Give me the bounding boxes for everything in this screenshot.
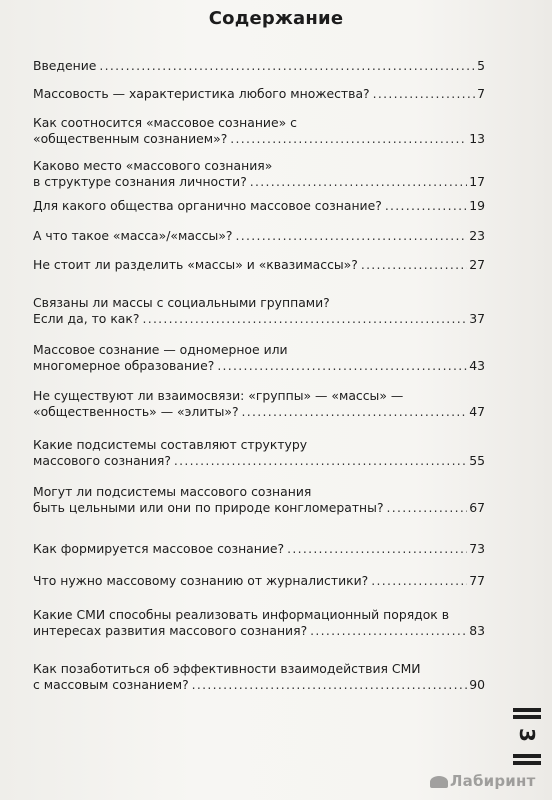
toc-entry-line [33, 607, 485, 623]
toc-entry-text: Связаны ли массы с социальными группами? [33, 295, 330, 310]
toc-entry-text: Введение [33, 58, 97, 73]
dot-leader [373, 86, 475, 102]
toc-entry [33, 295, 485, 327]
toc-entry-text: многомерное образование? [33, 358, 215, 373]
page-title: Содержание [208, 8, 344, 29]
toc-entry [33, 115, 485, 147]
dot-leader [287, 541, 467, 557]
toc-page-number: 77 [469, 573, 485, 588]
toc-page-number: 37 [469, 311, 485, 326]
toc-entry-text: массового сознания? [33, 453, 171, 468]
toc-entry-line [33, 257, 485, 273]
toc-entry-line [33, 58, 485, 74]
toc-entry-line [33, 388, 485, 404]
toc-entry-text: Массовое сознание — одномерное или [33, 342, 288, 357]
dot-leader [230, 131, 467, 147]
toc-entry-text: Массовость — характеристика любого множества? [33, 86, 370, 101]
toc-entry-line [33, 437, 485, 453]
toc-entry-line [33, 453, 485, 469]
dot-leader [385, 198, 467, 214]
toc-entry [33, 388, 485, 420]
toc-entry [33, 342, 485, 374]
toc-page-number: 83 [469, 623, 485, 638]
toc-page-number: 90 [469, 677, 485, 692]
toc-page-number: 7 [477, 86, 485, 101]
dot-leader [236, 228, 468, 244]
labirint-logo-icon [430, 776, 448, 788]
toc-entry-line [33, 228, 485, 244]
toc-entry-text: Как соотносится «массовое сознание» с [33, 115, 297, 130]
toc-entry-line [33, 623, 485, 639]
dot-leader [174, 453, 467, 469]
dot-leader [242, 404, 468, 420]
toc-page-number: 23 [469, 228, 485, 243]
toc-entry-line [33, 311, 485, 327]
toc-entry-line [33, 541, 485, 557]
toc-entry-text: Какие СМИ способны реализовать информационный порядок в [33, 607, 450, 622]
toc-entry [33, 86, 485, 102]
toc-entry-text: Не стоит ли разделить «массы» и «квазимассы»? [33, 257, 358, 272]
marker-bar-bottom [513, 754, 541, 758]
toc-entry-line [33, 358, 485, 374]
toc-entry-text: Как позаботиться об эффективности взаимодействия СМИ [33, 661, 421, 676]
toc-entry-line [33, 677, 485, 693]
marker-bar-top [513, 708, 541, 712]
toc-entry-line [33, 404, 485, 420]
toc-entry [33, 198, 485, 214]
toc-entry-line [33, 115, 485, 131]
toc-entry-text: Какие подсистемы составляют структуру [33, 437, 308, 452]
side-page-number: 3 [515, 728, 539, 742]
toc-entry-line [33, 500, 485, 516]
toc-entry-text: «общественным сознанием»? [33, 131, 228, 146]
dot-leader [371, 573, 467, 589]
toc-entry [33, 58, 485, 74]
toc-entry [33, 158, 485, 190]
dot-leader [99, 58, 475, 74]
toc-entry-text: в структуре сознания личности? [33, 174, 247, 189]
toc-page-number: 17 [469, 174, 485, 189]
dot-leader [192, 677, 468, 693]
toc-page-number: 27 [469, 257, 485, 272]
toc-page-number: 55 [469, 453, 485, 468]
toc-entry-line [33, 86, 485, 102]
toc-entry-text: Как формируется массовое сознание? [33, 541, 285, 556]
dot-leader [217, 358, 467, 374]
toc-entry-line [33, 131, 485, 147]
toc-entry-line [33, 198, 485, 214]
watermark [430, 772, 552, 796]
dot-leader [361, 257, 467, 273]
toc-entry-line [33, 158, 485, 174]
toc-entry-text: Если да, то как? [33, 311, 140, 326]
toc-page-number: 47 [469, 404, 485, 419]
toc-entry [33, 437, 485, 469]
toc-entry [33, 607, 485, 639]
toc-entry [33, 257, 485, 273]
toc-entry-text: «общественность» — «элиты»? [33, 404, 239, 419]
side-page-marker [509, 708, 545, 768]
toc-page-number: 73 [469, 541, 485, 556]
toc-entry-line [33, 573, 485, 589]
marker-bar-bottom-2 [513, 761, 541, 765]
toc-entry-line [33, 342, 485, 358]
toc-entry [33, 228, 485, 244]
toc-entry-text: Для какого общества органично массовое сознание? [33, 198, 382, 213]
toc-entry-text: А что такое «масса»/«массы»? [33, 228, 233, 243]
dot-leader [250, 174, 467, 190]
dot-leader [142, 311, 467, 327]
toc-entry-text: Не существуют ли взаимосвязи: «группы» — «массы» — [33, 388, 404, 403]
toc-entry-text: с массовым сознанием? [33, 677, 189, 692]
toc-entry-line [33, 174, 485, 190]
toc-entry-text: Что нужно массовому сознанию от журналистики? [33, 573, 369, 588]
toc-page-number: 19 [469, 198, 485, 213]
toc-entry-text: интересах развития массового сознания? [33, 623, 308, 638]
toc-page-number: 13 [469, 131, 485, 146]
toc-entry-text: Каково место «массового сознания» [33, 158, 273, 173]
toc-entry-line [33, 295, 485, 311]
dot-leader [310, 623, 467, 639]
toc-entry-line [33, 484, 485, 500]
toc-entry [33, 573, 485, 589]
toc-entry-text: быть цельными или они по природе конгломератны? [33, 500, 384, 515]
toc-entry-line [33, 661, 485, 677]
toc-page-number: 5 [477, 58, 485, 73]
dot-leader [387, 500, 468, 516]
toc-entry [33, 541, 485, 557]
toc-entry [33, 484, 485, 516]
toc-page-number: 43 [469, 358, 485, 373]
toc-entry [33, 661, 485, 693]
watermark-text: Лабиринт [450, 772, 536, 790]
toc-page-number: 67 [469, 500, 485, 515]
toc-entry-text: Могут ли подсистемы массового сознания [33, 484, 312, 499]
